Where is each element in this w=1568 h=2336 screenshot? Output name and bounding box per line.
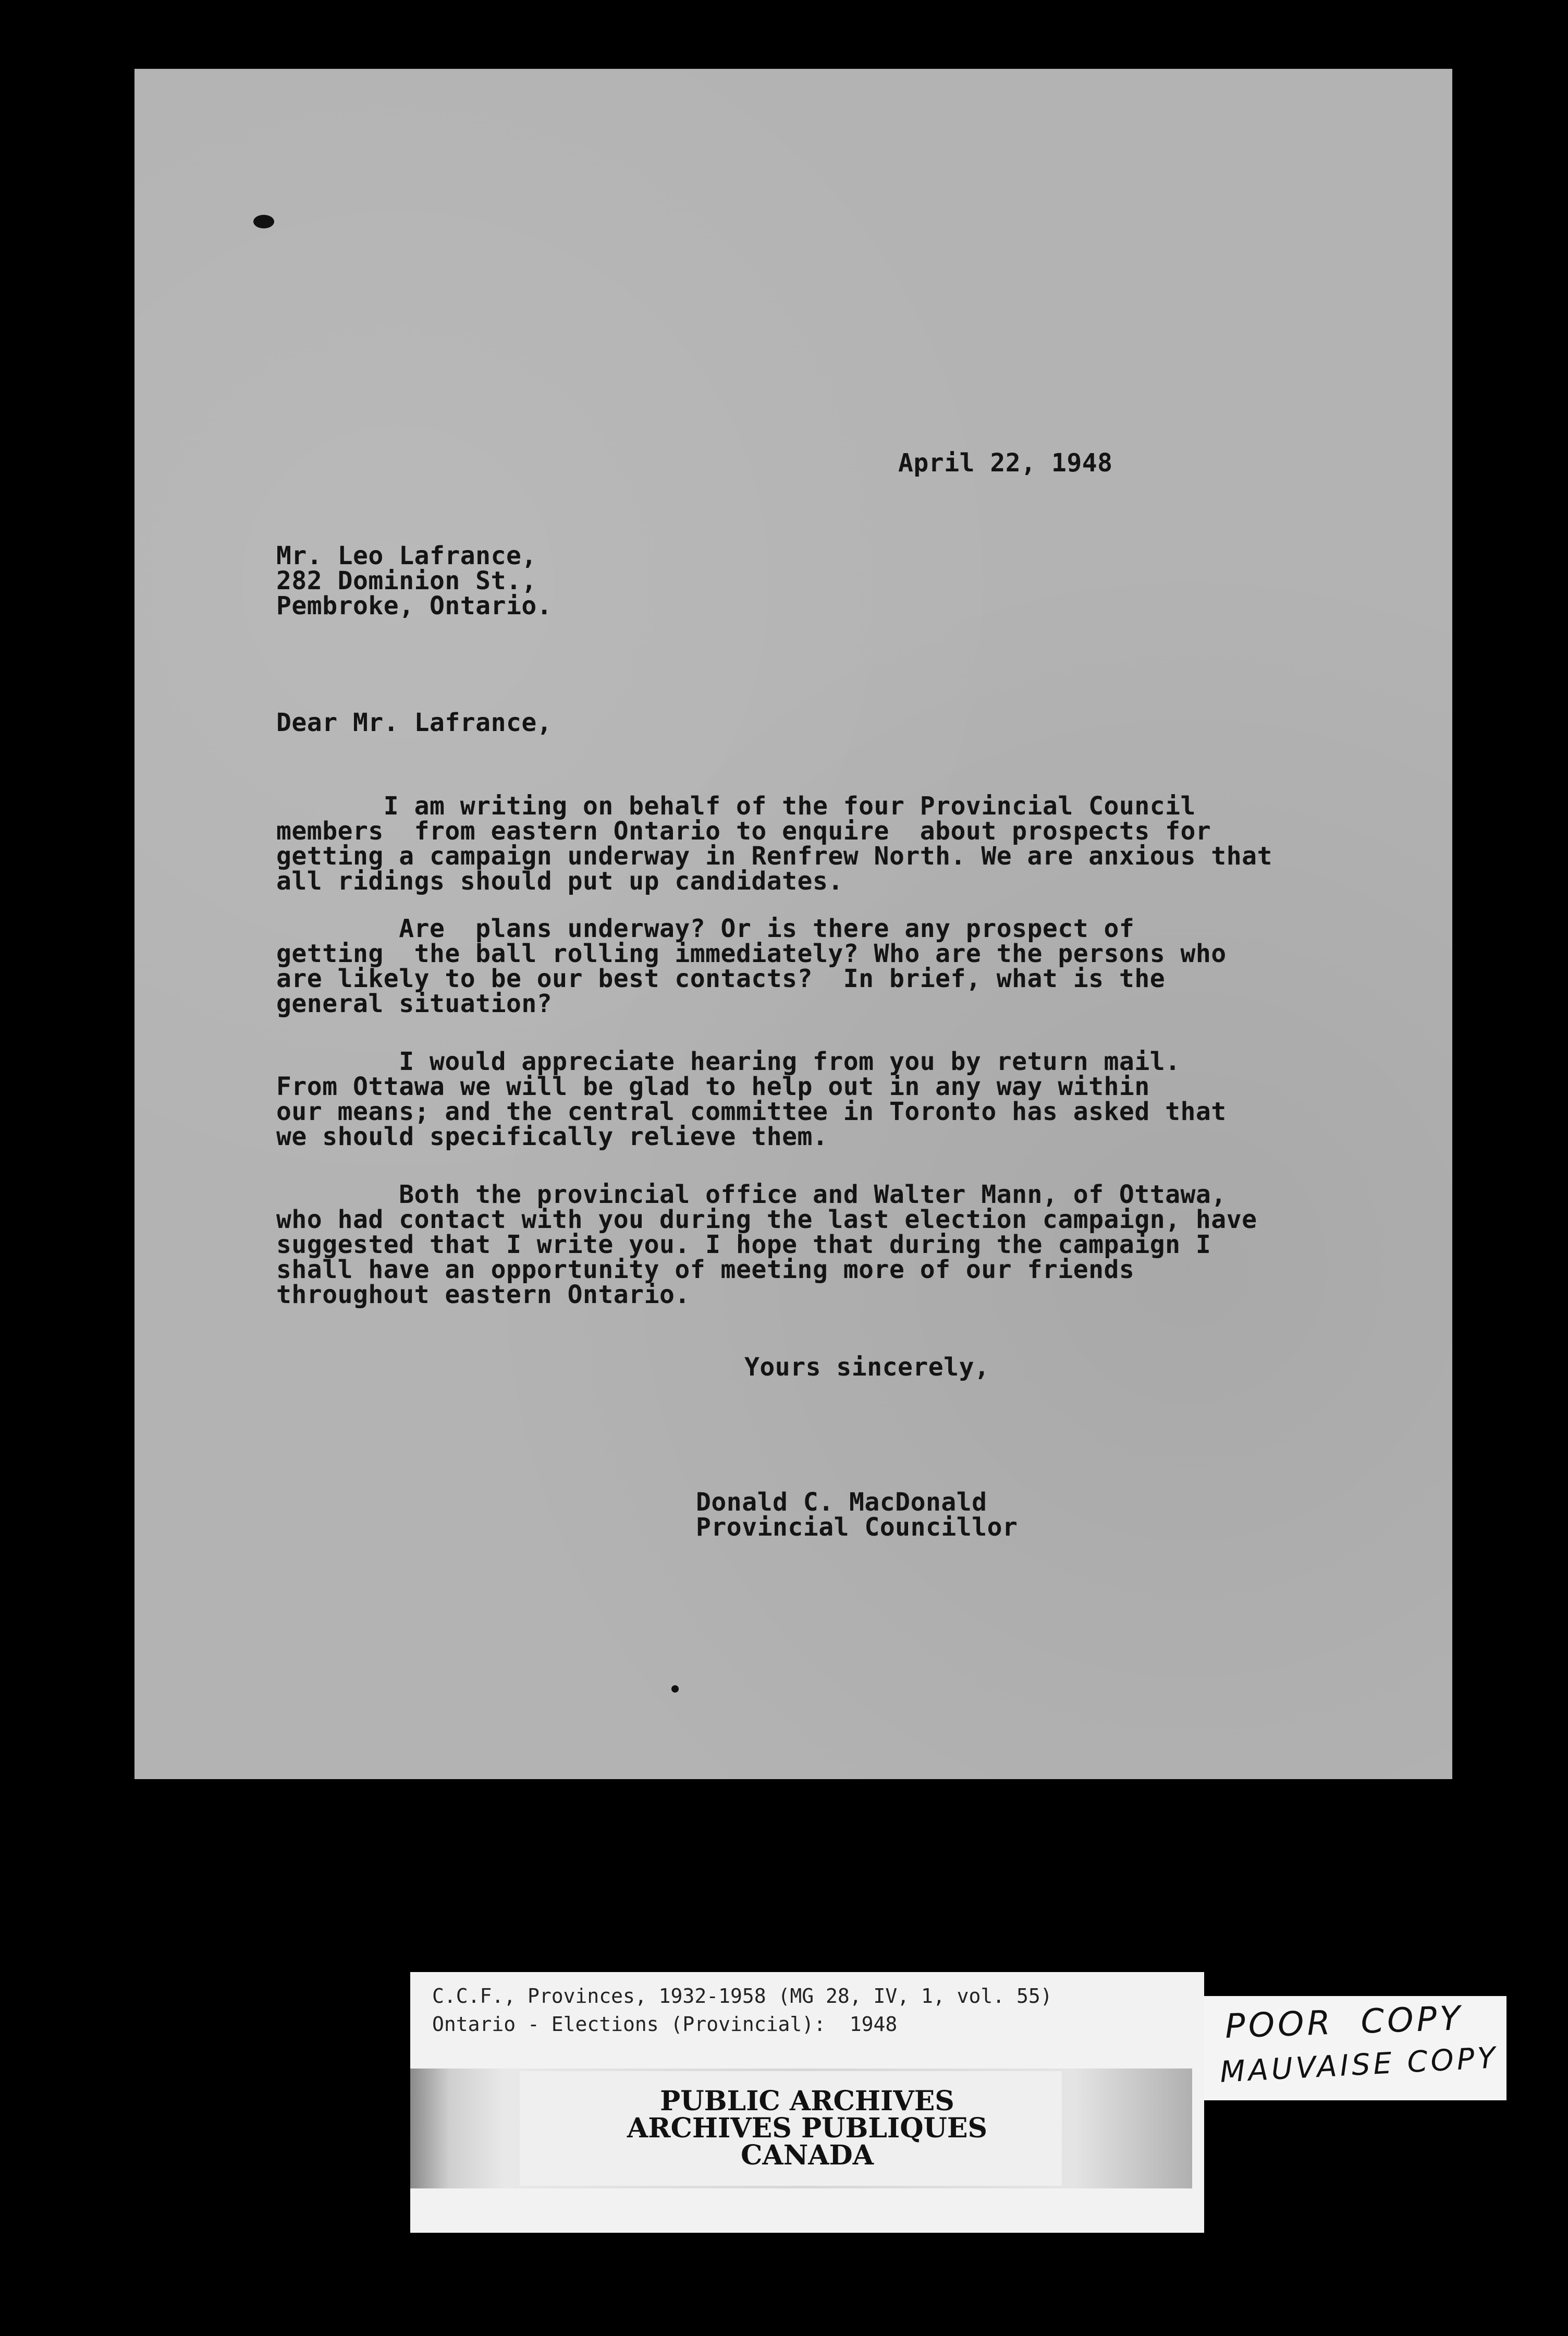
paragraph-1 bbox=[276, 794, 1272, 894]
handwritten-line: MAUVAISE COPY bbox=[1219, 2041, 1500, 2089]
ink-speck bbox=[253, 215, 274, 228]
letter-date: April 22, 1948 bbox=[898, 448, 1113, 478]
address-line: Pembroke, Ontario. bbox=[276, 591, 553, 620]
signer-title: Provincial Councillor bbox=[696, 1513, 1018, 1542]
closing: Yours sincerely, bbox=[744, 1353, 990, 1382]
signature-block bbox=[696, 1490, 1018, 1540]
ink-speck bbox=[671, 1685, 679, 1693]
letter-sheet bbox=[134, 69, 1452, 1779]
paragraph-2 bbox=[276, 916, 1227, 1016]
paragraph-line: are likely to be our best contacts? In brief, what is the bbox=[276, 964, 1166, 993]
archive-label bbox=[410, 1972, 1204, 2233]
paragraph-line: who had contact with you during the last election campaign, have bbox=[276, 1205, 1257, 1234]
handwritten-line: POOR COPY bbox=[1224, 1999, 1464, 2046]
paragraph-line: general situation? bbox=[276, 989, 553, 1018]
salutation: Dear Mr. Lafrance, bbox=[276, 708, 553, 737]
recipient-address bbox=[276, 543, 552, 618]
paragraph-line: I would appreciate hearing from you by return mail. bbox=[276, 1047, 1181, 1076]
stamp-line: CANADA bbox=[740, 2139, 874, 2171]
catalog-line: C.C.F., Provinces, 1932-1958 (MG 28, IV, 1, vol. 55) bbox=[432, 1985, 1052, 2008]
stamp-line: ARCHIVES PUBLIQUES bbox=[627, 2112, 988, 2144]
address-line: 282 Dominion St., bbox=[276, 566, 537, 595]
paragraph-line: getting the ball rolling immediately? Who are the persons who bbox=[276, 939, 1227, 968]
paragraph-line: throughout eastern Ontario. bbox=[276, 1280, 690, 1309]
paragraph-line: From Ottawa we will be glad to help out in any way within bbox=[276, 1072, 1150, 1101]
paragraph-line: our means; and the central committee in Toronto has asked that bbox=[276, 1097, 1227, 1126]
paragraph-line: getting a campaign underway in Renfrew North. We are anxious that bbox=[276, 842, 1272, 871]
paragraph-line: I am writing on behalf of the four Provincial Council bbox=[276, 792, 1196, 821]
signer-name: Donald C. MacDonald bbox=[696, 1488, 987, 1517]
paragraph-3 bbox=[276, 1049, 1227, 1149]
paragraph-line: members from eastern Ontario to enquire about prospects for bbox=[276, 817, 1211, 846]
paragraph-line: suggested that I write you. I hope that during the campaign I bbox=[276, 1230, 1211, 1259]
stamp-line: PUBLIC ARCHIVES bbox=[660, 2085, 954, 2117]
address-line: Mr. Leo Lafrance, bbox=[276, 541, 537, 570]
handwritten-note bbox=[1204, 1996, 1506, 2100]
paragraph-line: all ridings should put up candidates. bbox=[276, 867, 843, 896]
paragraph-line: we should specifically relieve them. bbox=[276, 1122, 828, 1151]
paragraph-4 bbox=[276, 1182, 1257, 1307]
paragraph-line: shall have an opportunity of meeting more of our friends bbox=[276, 1255, 1135, 1284]
paragraph-line: Are plans underway? Or is there any prospect of bbox=[276, 914, 1135, 943]
paragraph-line: Both the provincial office and Walter Mann, of Ottawa, bbox=[276, 1180, 1227, 1209]
catalog-line: Ontario - Elections (Provincial): 1948 bbox=[432, 2013, 898, 2036]
